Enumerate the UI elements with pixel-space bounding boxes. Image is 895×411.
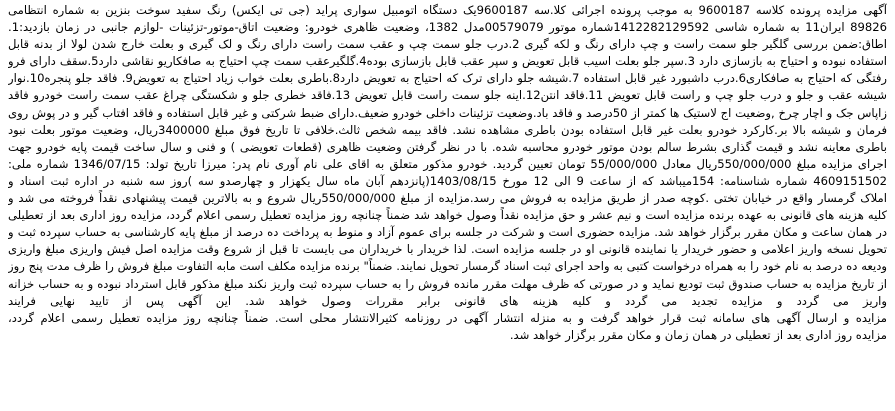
notice-line: ودیعه ده درصد به نام خود را به همراه درخواست کتبی به واحد اجرای ثبت اسناد گرمسار تحویل نمایند. ضمناً" برنده مزایده مکلف است مابه التفاوت مبلغ فروش را ظرف مدت پنج روز <box>8 259 887 274</box>
notice-line: آگهی مزایده پرونده کلاسه 9600187 به موجب پرونده اجرائی کلا.سه 9600187یک دستگاه اتومبیل سواری پراید (جی تی ایکس) رنگ سفید سوخت بنزین به شماره انتظامی <box>8 3 887 17</box>
notice-line: 89‌826 ایران11 به شماره شاسی 1412282129592شماره موتور 00579079مدل 1382، وضعیت ظاهری خودرو: وضعیت اتاق-موتور-تزئینات -لوازم جانبی در زمان بازدید:1. <box>8 20 887 35</box>
notice-line: زاپاس جک و اچار چرخ ,وضعیت اج لاستیک ها کمتر از 50درصد و فاقد باد.وضعیت تزئینات داخلی خودرو ضعیف.دارای ضبط شرکتی و غیر قابل استفاده و فاقد افتاب گیر و در پوش روی <box>8 105 887 120</box>
notice-line: فرمان و شیشه بالا بر.کارکرد خودرو بعلت غیر قابل استفاده بودن باطری مشاهده نشد. فاقد بیمه شخص ثالث.خلافی تا تاریخ فوق مبلغ 3400000ریال، وضعیت موتور بعلت نبود <box>8 122 887 137</box>
notice-line: تحویل نسخه واریز اعلامی و حضور خریدار یا نماینده قانونی او در جلسه مزایده است. لذا خریدار با خریداران می بایست تا قبل از شروع وقت مزایده اصل فیش واریزی مبلغ واریزی <box>8 242 887 257</box>
notice-line: رفتگی که احتیاج به صافکاری6.درب داشبورد غیر قابل استفاده 7.شیشه جلو دارای ترک که احتیاج به تعویض دارد8.باطری بعلت خواب زیاد احتیاج به تعویض9. فاقد جلو پنجره10.نوار <box>8 71 887 86</box>
notice-line: باطری معاینه نشد و قیمت گذاری بشرط سالم بودن موتور خودرو محاسبه شده. با در نظر گرفتن وضعیت ظاهری (قطعات تعویضی ) و فنی و سال ساخت قیمت پایه خودرو جهت <box>8 139 887 154</box>
notice-line: املاک گرمسار واقع در خیابان تختی .کوچه صدر از طریق مزایده به فروش می رسد.مزایده از مبلغ 550/000/000ریال شروع و به بالاترین قیمت پیشنهادی نقداً فروخته می شد و <box>8 191 887 206</box>
notice-line: کلیه هزینه های قانونی به عهده برنده مزایده است و نیم عشر و حق مزایده نقداً وصول خواهد شد ضمناً چنانچه روز مزایده تعطیل رسمی اعلام گردد، مزایده روز اداری بعد از تعطیلی <box>8 208 887 223</box>
notice-line: استفاده نبوده و احتیاج به بازسازی دارد 3.سپر جلو بعلت اسیب قابل تعویض و سپر عقب قابل بازسازی بوده4.گلگیرعقب سمت چپ احتیاج به صافکاریو نقاشی دارد5.سقف دارای فرو <box>8 54 887 69</box>
notice-line: اجرای مزایده مبلغ 550/000/000ریال معادل 55/000/000 تومان تعیین گردید. خودرو مذکور متعلق به اقای علی نام آوری نام پدر: میرزا تاریخ تولد: 1346/07/15 شماره ملی: <box>8 156 887 171</box>
notice-line: از تاریخ مزایده به حساب صندوق ثبت تودیع نماید و در صورتی که ظرف مهلت مقرر مانده فروش را به حساب سپرده ثبت واریز نکند مبلغ مذکور قابل استرداد نبوده و به حساب خزانه <box>8 276 887 291</box>
notice-line: اطاق:ضمن بررسی گلگیر جلو سمت راست و چپ دارای رنگ و لکه گیری 2.درب جلو سمت چپ و عقب سمت راست دارای رنگ و لک گیری و بعلت خارج شدن لولا از بدنه قابل <box>8 37 887 52</box>
notice-line: 4609151502 شماره شناسنامه: 154میباشد که از ساعت 9 الی 12 مورخ 1403/08/15(پانزدهم آبان ماه سال یکهزار و چهارصدو سه )روز سه شنبه در اداره ثبت اسناد و <box>8 173 887 188</box>
notice-line: واریز می گردد و مزایده تجدید می گردد و کلیه هزینه های قانونی برابر مقررات وصول خواهد شد. این آگهی پس از تایید نهایی فرایند <box>8 293 887 308</box>
notice-line: مزایده روز اداری بعد از تعطیلی در همان زمان و مکان مقرر برگزار خواهد شد. <box>509 327 887 342</box>
notice-line: شیشه عقب و جلو و درب جلو چپ و راست قابل تعویض 11.فاقد انتن12.اینه جلو سمت راست قابل تعویض 13.فاقد خطری جلو و شکستگی چراغ عقب سمت راست خودرو فاقد <box>8 88 887 103</box>
notice-line: در همان ساعت و مکان مقرر برگزار خواهد شد. مزایده حضوری است و شرکت در جلسه برای عموم آزاد و منوط به پرداخت ده درصد از مبلغ پایه کارشناسی به حساب سپرده ثبت و <box>8 225 887 240</box>
notice-line: مزایده و ارسال آگهی های سامانه ثبت قرار خواهد گرفت و به منزله انتشار آگهی در روزنامه کثیرالانتشار محلی است. ضمناً چنانچه روز مزایده تعطیل رسمی اعلام گردد، <box>8 310 887 325</box>
